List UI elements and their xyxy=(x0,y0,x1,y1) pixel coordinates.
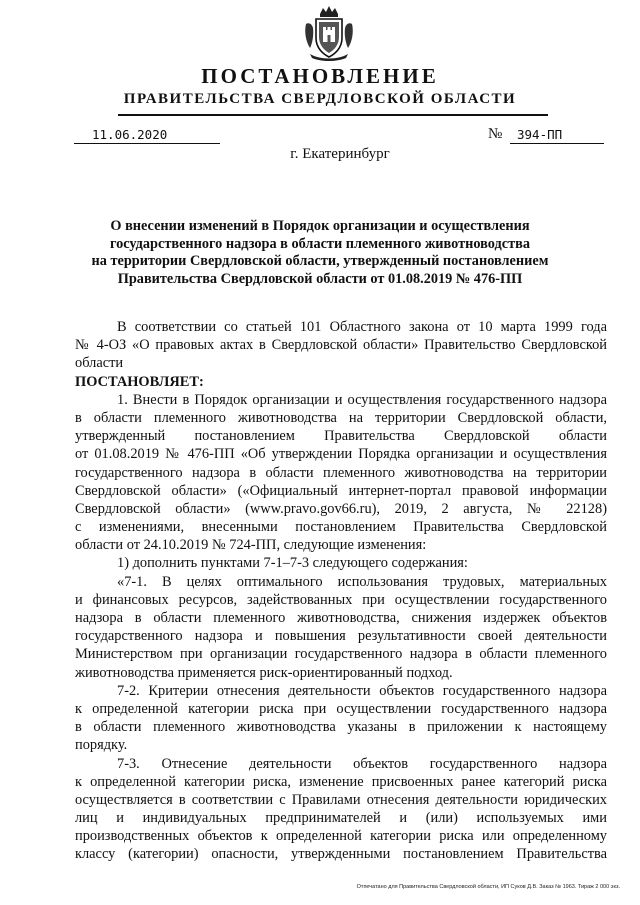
body-text-line: государственного надзора в области племенного животноводства на территории xyxy=(75,464,607,481)
print-note: Отпечатано для Правительства Свердловской области, ИП Суков Д.В. Заказ № 1963. Тираж 2 000 экз. xyxy=(356,884,620,890)
body-text-line: Министерством при организации государственного надзора в области племенного xyxy=(75,646,607,663)
body-text-line: области xyxy=(75,355,124,372)
body-text-line: Свердловской области» (www.pravo.gov66.ru), 2019, 2 августа, № 22128) xyxy=(75,500,607,517)
body-text-line: 7-2. Критерии отнесения деятельности объектов государственного надзора xyxy=(117,682,607,699)
body-text-line: порядку. xyxy=(75,737,128,754)
body-text-line: 1) дополнить пунктами 7-1–7-3 следующего содержания: xyxy=(117,555,468,572)
body-text-line: в области племенного животноводства на территории Свердловской области, xyxy=(75,409,607,426)
document-type-heading: ПОСТАНОВЛЕНИЕ xyxy=(201,64,439,88)
date-field xyxy=(74,127,220,144)
header-divider xyxy=(118,114,548,116)
body-text-line: № 4-ОЗ «О правовых актах в Свердловской области» Правительство Свердловской xyxy=(75,337,607,354)
body-text-line: надзора в области племенного животноводства, снижения издержек объектов xyxy=(75,610,607,626)
document-title xyxy=(80,218,560,288)
body-text-line: и финансовых ресурсов, задействованных при осуществлении государственного xyxy=(75,591,607,608)
body-text-line: животноводства применяется риск-ориентированный подход. xyxy=(75,664,453,681)
body-text-line: к определенной категории риска, изменение присвоенных ранее категорий риска xyxy=(75,773,607,790)
document-body xyxy=(75,318,607,864)
body-text-line: с изменениями, внесенными постановлением Правительства Свердловской xyxy=(75,519,607,536)
city-of-issue: г. Екатеринбург xyxy=(290,146,390,162)
body-text-line: лиц и индивидуальных предпринимателей и (или) используемых ими xyxy=(75,810,607,827)
title-line: государственного надзора в области племенного животноводства xyxy=(109,235,531,252)
body-text-line: от 01.08.2019 № 476-ПП «Об утверждении Порядка организации и осуществления xyxy=(75,446,607,463)
body-text-line: «7-1. В целях оптимального использования трудовых, материальных xyxy=(117,573,607,590)
body-text-line: Свердловской области» («Официальный интернет-портал правовой информации xyxy=(75,482,607,499)
number-sign: № xyxy=(488,126,503,142)
title-line: Правительства Свердловской области от 01.08.2019 № 476-ПП xyxy=(117,270,523,287)
coat-of-arms-icon xyxy=(302,4,356,62)
body-text-line: В соответствии со статьей 101 Областного закона от 10 марта 1999 года xyxy=(117,319,607,335)
issuing-authority: ПРАВИТЕЛЬСТВА СВЕРДЛОВСКОЙ ОБЛАСТИ xyxy=(123,91,517,107)
body-text-line: области от 24.10.2019 № 724-ПП, следующие изменения: xyxy=(75,537,427,554)
body-text-line: в области племенного животноводства указаны в приложении к настоящему xyxy=(75,719,607,736)
body-text-line: утвержденный постановлением Правительства Свердловской области xyxy=(75,428,607,445)
title-line: на территории Свердловской области, утвержденный постановлением xyxy=(91,253,549,269)
document-date: 11.06.2020 xyxy=(92,127,168,142)
body-text-line: производственных объектов к определенной категории риска или определенному xyxy=(75,828,607,845)
body-text-line: классу (категории) опасности, утвержденными постановлением Правительства xyxy=(75,846,607,863)
resolution-keyword: ПОСТАНОВЛЯЕТ: xyxy=(75,373,204,390)
body-text-line: 1. Внести в Порядок организации и осуществления государственного надзора xyxy=(117,391,607,408)
body-text-line: осуществляется в соответствии с Правилами отнесения деятельности юридических xyxy=(75,791,607,808)
title-line: О внесении изменений в Порядок организации и осуществления xyxy=(110,218,530,234)
number-field xyxy=(510,127,604,144)
document-number: 394-ПП xyxy=(517,127,563,142)
body-text-line: 7-3. Отнесение деятельности объектов государственного надзора xyxy=(117,755,607,772)
body-text-line: государственного надзора и повышения результативности своей деятельности xyxy=(75,628,607,645)
body-text-line: к определенной категории риска при осуществлении государственного надзора xyxy=(75,700,607,717)
